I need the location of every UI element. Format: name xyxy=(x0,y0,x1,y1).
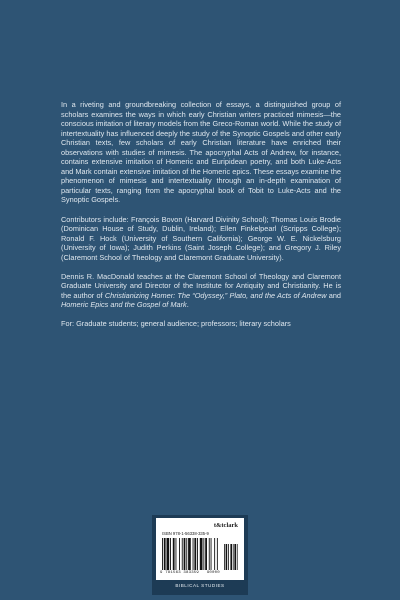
book-title-homeric-epics: Homeric Epics and the Gospel of Mark xyxy=(61,300,187,310)
isbn-label: ISBN 978-1-56338-335-9 xyxy=(162,531,209,536)
author-bio-text: Dennis R. MacDonald teaches at the Claremont School of Theology and Claremont Graduate University and Director of the Institute for Antiquity and Christianity. He is the author of xyxy=(61,271,341,300)
blurb-text xyxy=(61,100,341,338)
category-label: BIBLICAL STUDIES xyxy=(175,583,225,588)
book-title-christianizing-homer: Christianizing Homer: The “Odyssey,” Plato, and the Acts of Andrew xyxy=(104,290,327,300)
barcode-icon xyxy=(162,538,242,570)
barcode-panel xyxy=(152,515,248,595)
book-description: In a riveting and groundbreaking collection of essays, a distinguished group of scholars examines the ways in which early Christian writers practiced mimesis—the conscious imitation of literary models from the Greco-Roman world. While the study of intertextuality has influenced deeply the study of the Synoptic Gospels and other early Christian texts, few scholars of early Christian literature have enriched their observations with studies of mimesis. The apocryphal Acts of Andrew, for instance, contains extensive imitation of Homeric and Euripidean poetry, and both Luke-Acts and Mark contain extensive imitation of the Homeric epics. These essays examine the phenomenon of mimesis and intertextuality through an in-depth examination of particular texts, ranging from the apocryphal book of Tobit to Luke-Acts and the Synoptic Gospels. xyxy=(61,100,341,205)
audience-line: For: Graduate students; general audience; professors; literary scholars xyxy=(61,319,291,329)
barcode-box xyxy=(156,518,244,580)
barcode-addon-digits: 90000 xyxy=(206,571,220,575)
contributors-paragraph: Contributors include: François Bovon (Harvard Divinity School); Thomas Louis Brodie (Dominican House of Study, Dublin, Ireland); Ellen Finkelpearl (Scripps College); Ronald F. Hock (University of Southern California); George W. E. Nickelsburg (University of Iowa); Judith Perkins (Saint Joseph College); and Gregory J. Riley (Claremont School of Theology and Claremont Graduate University). xyxy=(61,214,341,262)
author-bio xyxy=(61,272,341,310)
author-bio-and: and xyxy=(326,290,341,300)
publisher-logo: t&tclark xyxy=(213,522,238,529)
author-bio-end: . xyxy=(186,300,189,310)
barcode-digits xyxy=(160,571,242,575)
barcode-main-digits: 9 781563 383359 xyxy=(160,571,200,575)
